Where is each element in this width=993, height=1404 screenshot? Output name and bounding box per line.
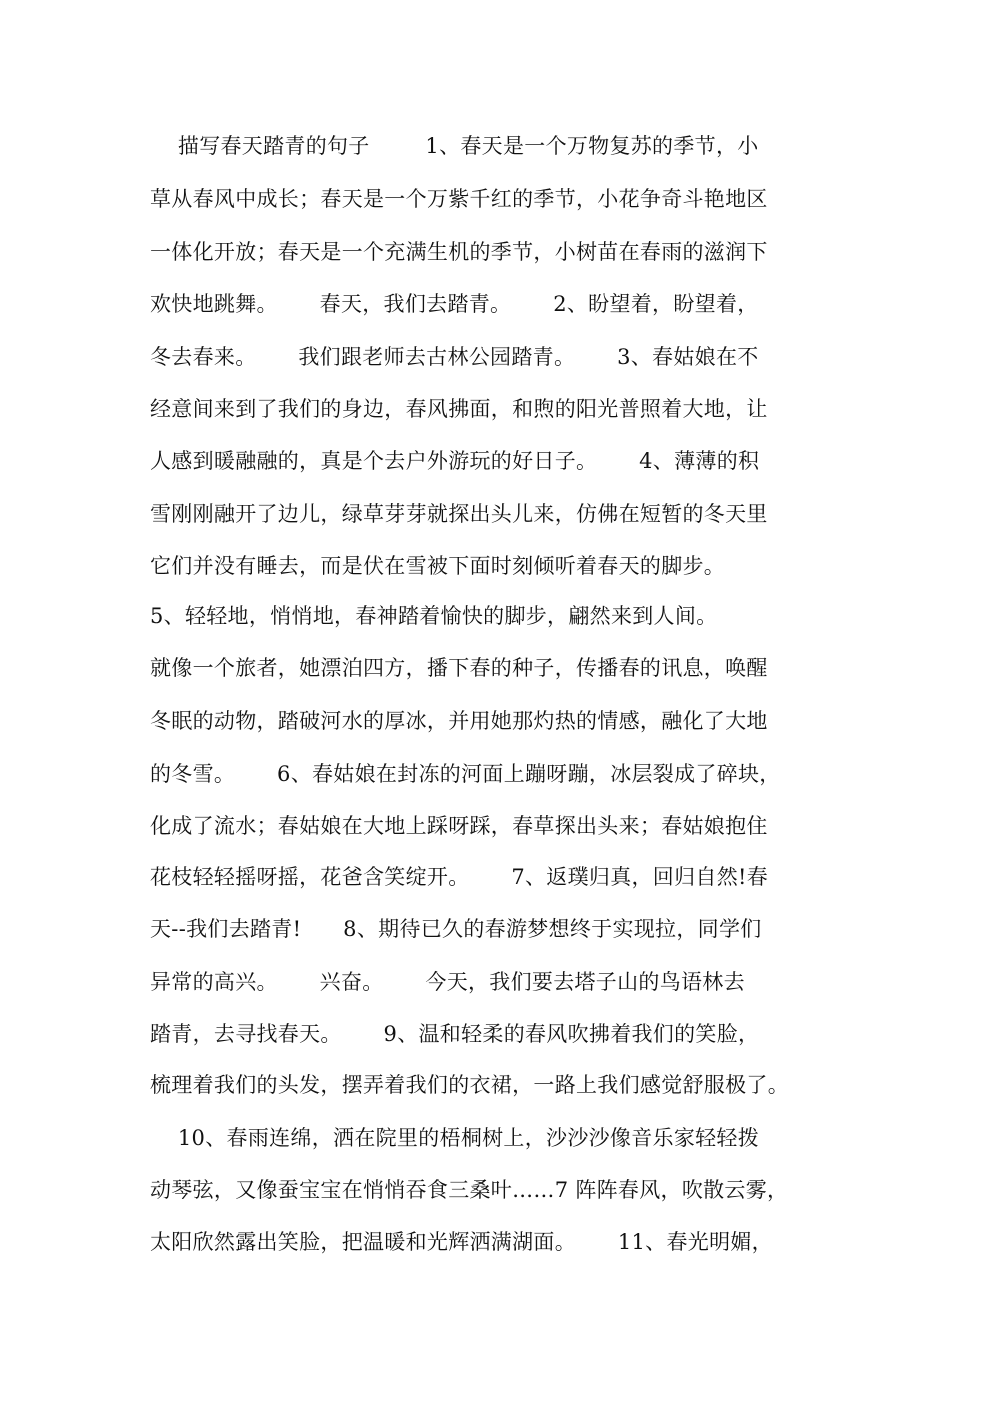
text-line: 花枝轻轻摇呀摇，花爸含笑绽开。 7、返璞归真，回归自然!春: [150, 865, 769, 889]
text-line: 冬眠的动物，踏破河水的厚冰，并用她那灼热的情感，融化了大地: [150, 709, 768, 733]
text-line: 动琴弦，又像蚕宝宝在悄悄吞食三桑叶……7 阵阵春风，吹散云雾，: [150, 1178, 789, 1202]
text-line: 5、轻轻地，悄悄地，春神踏着愉快的脚步，翩然来到人间。: [150, 604, 718, 628]
text-line: 冬去春来。 我们跟老师去古林公园踏青。 3、春姑娘在不: [150, 345, 759, 369]
text-line: 雪刚刚融开了边儿，绿草芽芽就探出头儿来，仿佛在短暂的冬天里: [150, 502, 768, 526]
text-line: 天--我们去踏青! 8、期待已久的春游梦想终于实现拉，同学们: [150, 917, 762, 941]
text-line: 草从春风中成长；春天是一个万紫千红的季节，小花争奇斗艳地区: [150, 187, 768, 211]
text-line: 异常的高兴。 兴奋。 今天，我们要去塔子山的鸟语林去: [150, 970, 745, 994]
text-line: 10、春雨连绵，洒在院里的梧桐树上，沙沙沙像音乐家轻轻拨: [150, 1126, 760, 1150]
text-line: 它们并没有睡去，而是伏在雪被下面时刻倾听着春天的脚步。: [150, 554, 726, 578]
text-line: 太阳欣然露出笑脸，把温暖和光辉洒满湖面。 11、春光明媚，: [150, 1230, 773, 1254]
text-line: 踏青，去寻找春天。 9、温和轻柔的春风吹拂着我们的笑脸，: [150, 1022, 760, 1046]
text-line: 人感到暖融融的，真是个去户外游玩的好日子。 4、薄薄的积: [150, 449, 760, 473]
text-line: 梳理着我们的头发，摆弄着我们的衣裙，一路上我们感觉舒服极了。: [150, 1073, 789, 1097]
text-line: 就像一个旅者，她漂泊四方，播下春的种子，传播春的讯息，唤醒: [150, 656, 768, 680]
text-line: 描写春天踏青的句子 1、春天是一个万物复苏的季节，小: [150, 134, 759, 158]
text-line: 化成了流水；春姑娘在大地上踩呀踩，春草探出头来；春姑娘抱住: [150, 814, 768, 838]
text-line: 欢快地跳舞。 春天，我们去踏青。 2、盼望着，盼望着，: [150, 292, 759, 316]
text-line: 经意间来到了我们的身边，春风拂面，和煦的阳光普照着大地，让: [150, 397, 768, 421]
text-line: 的冬雪。 6、春姑娘在封冻的河面上蹦呀蹦，冰层裂成了碎块，: [150, 762, 781, 786]
text-line: 一体化开放；春天是一个充满生机的季节，小树苗在春雨的滋润下: [150, 240, 768, 264]
